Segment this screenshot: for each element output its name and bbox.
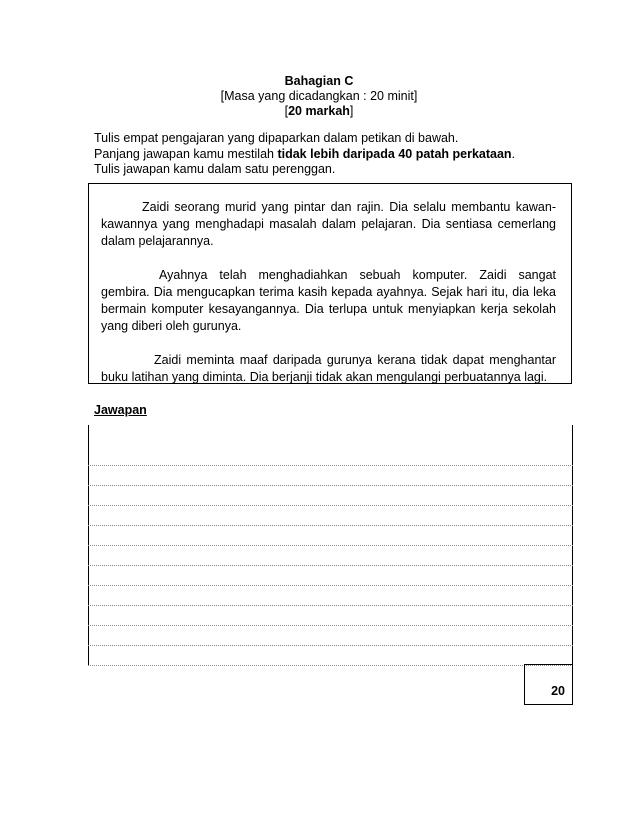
marks-bracket-open: [ xyxy=(284,104,289,118)
passage-paragraph-3: Zaidi meminta maaf daripada gurunya kerana tidak dapat menghantar buku latihan yang diminta. Dia berjanji tidak akan mengulangi perbuatannya lagi. xyxy=(101,353,556,384)
instruction-line-2-prefix: Panjang jawapan kamu mestilah xyxy=(94,146,278,161)
instruction-line-1: Tulis empat pengajaran yang dipaparkan dalam petikan di bawah. xyxy=(94,131,459,145)
answer-line[interactable] xyxy=(88,505,573,506)
answer-line[interactable] xyxy=(88,485,573,486)
score-box-marks: 20 xyxy=(551,684,565,698)
marks-bracket-close: ] xyxy=(349,104,354,118)
answer-line[interactable] xyxy=(88,645,573,646)
answer-label: Jawapan xyxy=(94,403,147,417)
word-limit: tidak lebih daripada 40 patah perkataan xyxy=(277,146,512,161)
passage-paragraph-1: Zaidi seorang murid yang pintar dan rajin. Dia selalu membantu kawan-kawannya yang menghadapi masalah dalam pelajaran. Dia sentiasa cemerlang dalam pelajarannya. xyxy=(101,200,556,248)
instruction-line-2 xyxy=(94,147,584,163)
section-title: Bahagian C xyxy=(284,74,354,88)
answer-line[interactable] xyxy=(88,665,573,666)
answer-area[interactable] xyxy=(88,425,573,665)
passage xyxy=(101,199,556,386)
instruction-line-2-suffix: . xyxy=(511,146,516,161)
answer-line[interactable] xyxy=(88,565,573,566)
score-box xyxy=(524,664,573,705)
marks-value: 20 markah xyxy=(288,104,350,118)
instructions xyxy=(94,131,584,178)
section-header xyxy=(0,74,638,119)
instruction-line-3: Tulis jawapan kamu dalam satu perenggan. xyxy=(94,162,336,176)
answer-line[interactable] xyxy=(88,545,573,546)
answer-line[interactable] xyxy=(88,465,573,466)
section-marks xyxy=(0,104,638,119)
answer-line[interactable] xyxy=(88,585,573,586)
answer-line[interactable] xyxy=(88,525,573,526)
answer-line[interactable] xyxy=(88,605,573,606)
passage-box xyxy=(88,183,572,384)
passage-paragraph-2: Ayahnya telah menghadiahkan sebuah komputer. Zaidi sangat gembira. Dia mengucapkan terima kasih kepada ayahnya. Sejak hari itu, dia leka bermain komputer kesayangannya. Dia terlupa untuk menyiapkan kerja sekolah yang diberi oleh gurunya. xyxy=(101,268,556,333)
suggested-time: [Masa yang dicadangkan : 20 minit] xyxy=(220,89,418,103)
answer-line[interactable] xyxy=(88,625,573,626)
